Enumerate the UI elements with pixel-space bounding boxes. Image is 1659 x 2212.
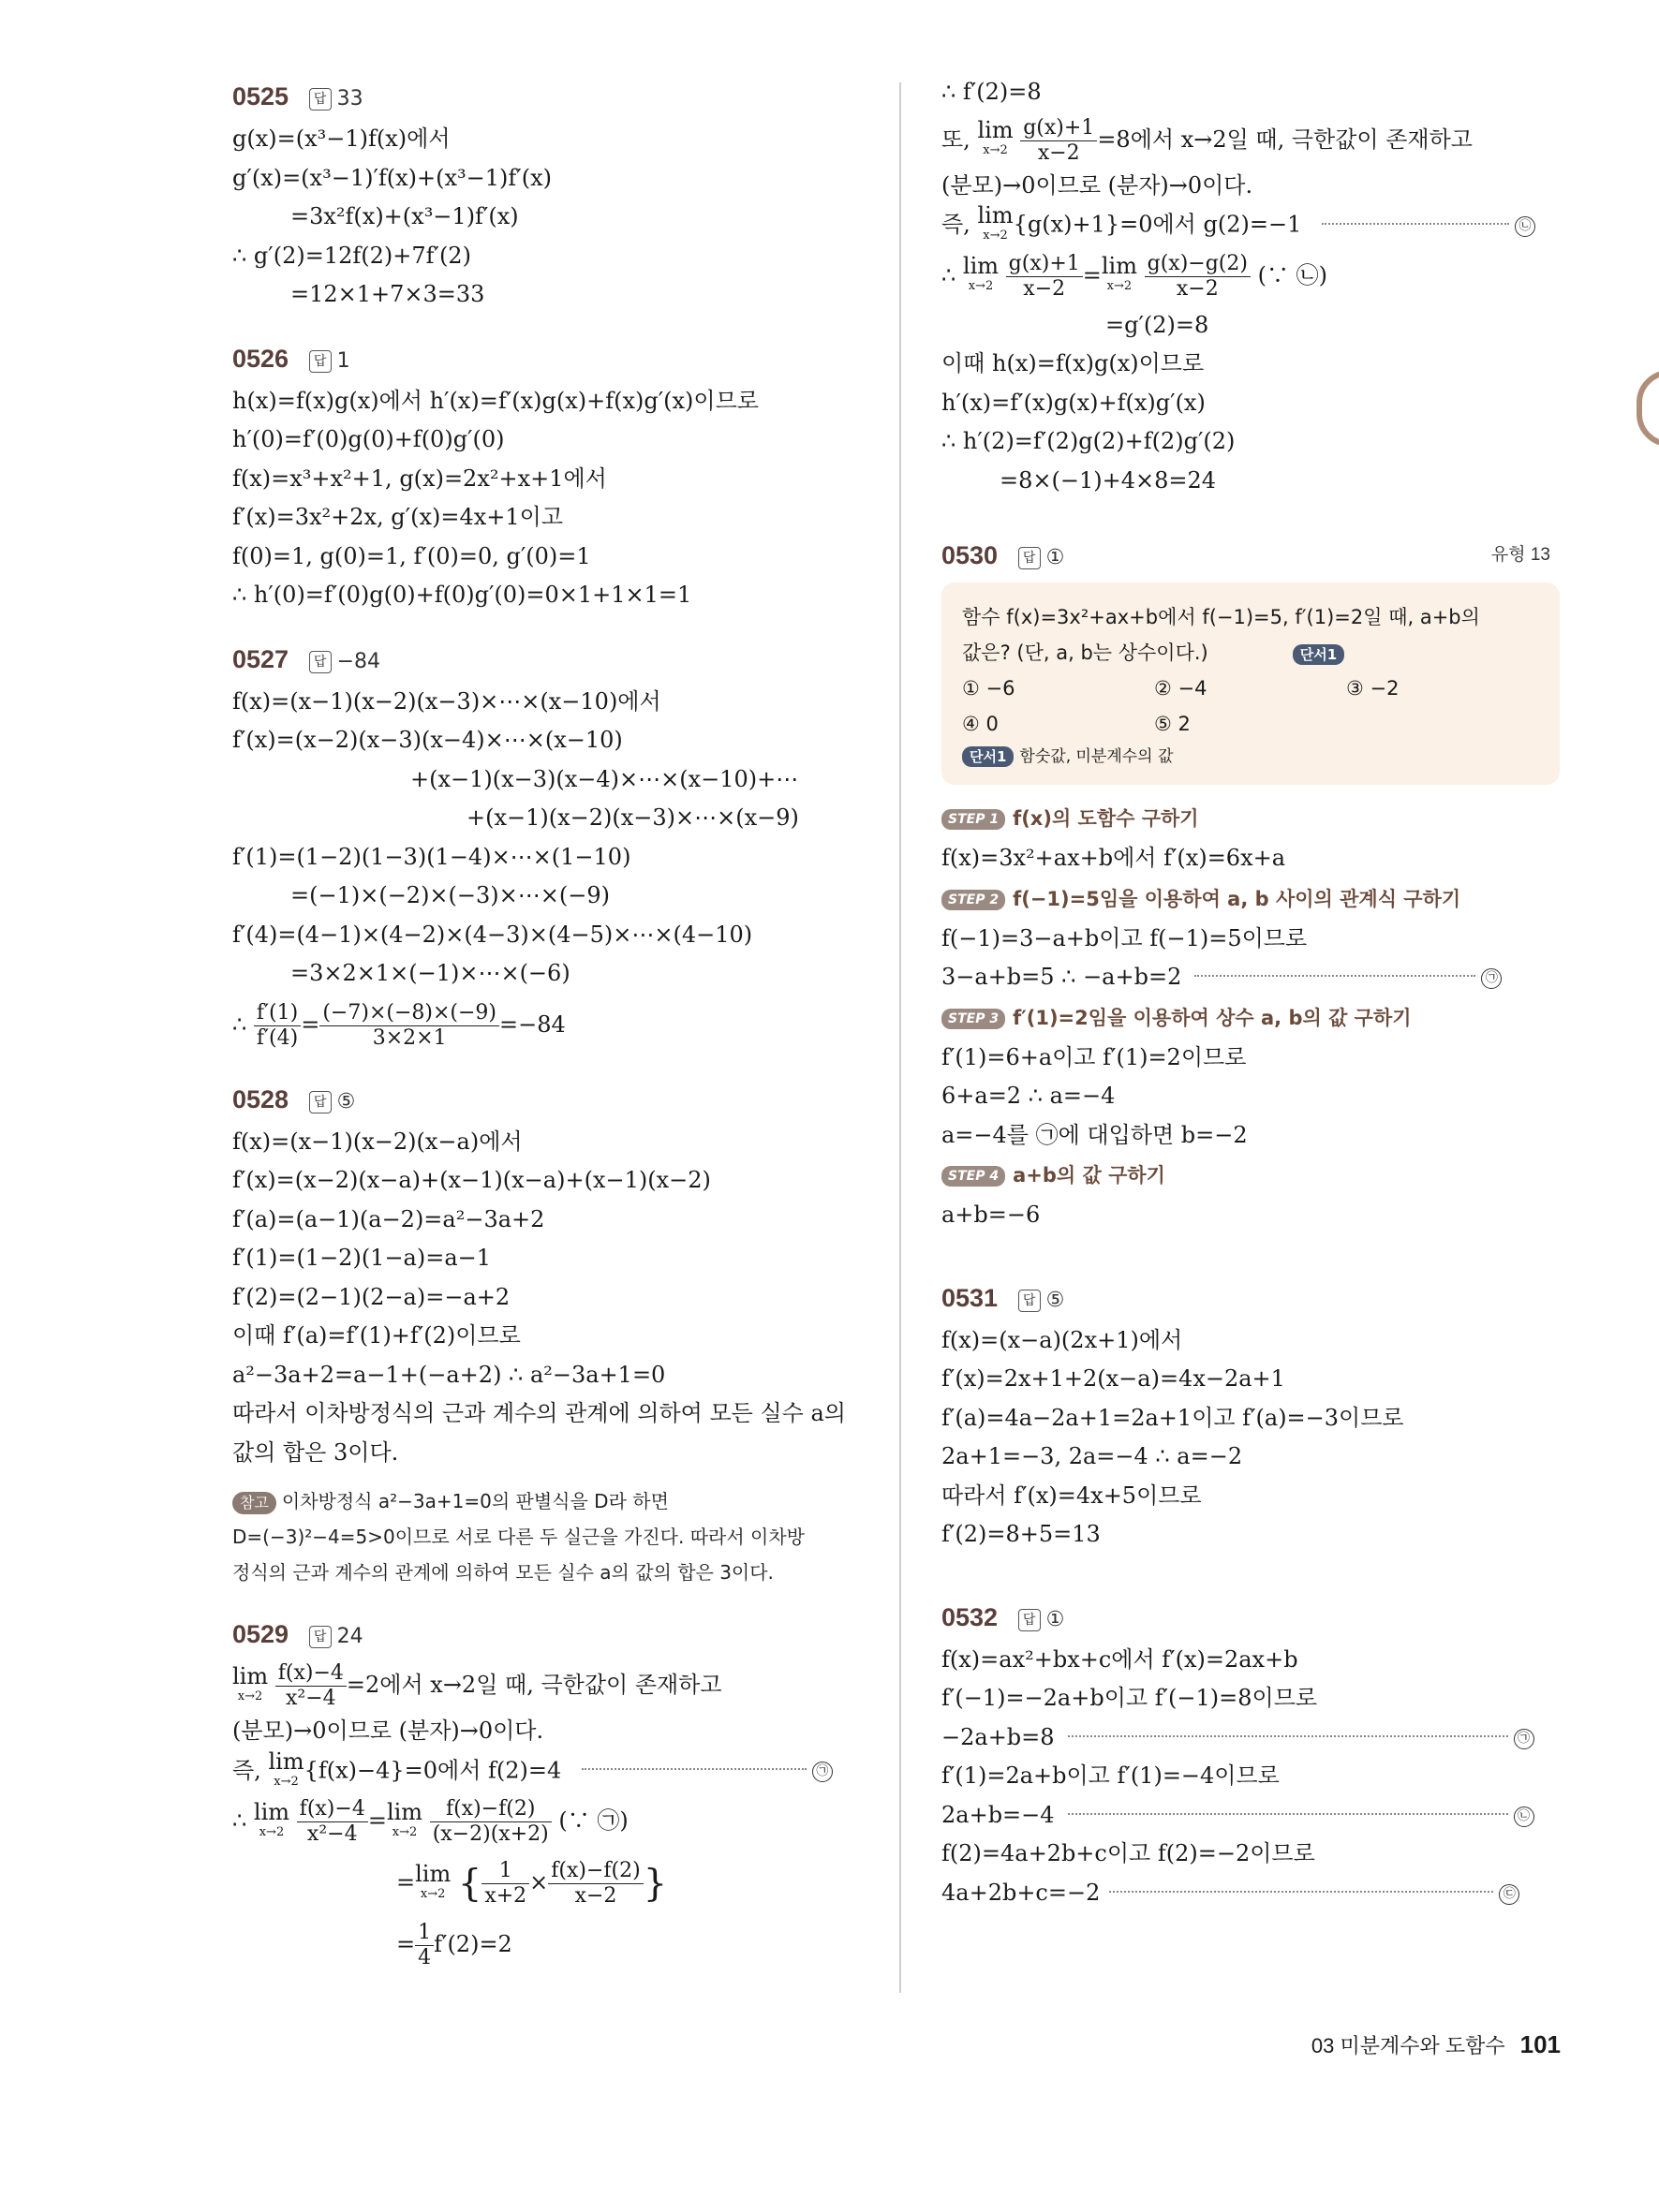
solution-line: +(x−1)(x−2)(x−3)×⋯×(x−9)	[467, 804, 799, 831]
hint-tag: 단서1	[1293, 644, 1344, 665]
limit: lim x→2	[415, 1860, 452, 1901]
page-footer	[1311, 2030, 1561, 2059]
solution-line: =g′(2)=8	[1105, 311, 1209, 338]
fraction: $\frac{f(x)-4}{\text{x²−4}}$	[297, 1797, 368, 1847]
solution-line: 이때 f′(a)=f′(1)+f′(2)이므로	[232, 1322, 521, 1349]
fraction: $\frac{f(x)-f(2)}{(x-2)(x+2)}$	[430, 1797, 552, 1847]
problem-number: 0528	[232, 1084, 289, 1113]
solution-line: f′(1)=(1−2)(1−a)=a−1	[232, 1245, 492, 1271]
limit: lim x→2	[977, 117, 1014, 157]
answer-badge: 답	[309, 1091, 332, 1113]
solution-line: f′(1)=(1−2)(1−3)(1−4)×⋯×(1−10)	[232, 843, 631, 870]
answer-value: ①	[1045, 546, 1065, 569]
marker: ㉢	[1499, 1884, 1519, 1905]
marker: ㉡	[1515, 216, 1535, 237]
solution-line: =(−1)×(−2)×(−3)×⋯×(−9)	[290, 882, 610, 908]
answer-badge: 답	[309, 1626, 332, 1648]
solution-line: +(x−1)(x−3)(x−4)×⋯×(x−10)+⋯	[410, 765, 799, 792]
solution-line: f′(x)=2x+1+2(x−a)=4x−2a+1	[941, 1365, 1285, 1392]
solution-line: f(x)=ax²+bx+c에서 f′(x)=2ax+b	[941, 1645, 1298, 1673]
solution-line: f(x)=3x²+ax+b에서 f′(x)=6x+a	[941, 845, 1286, 871]
answer-value: −84	[336, 649, 381, 673]
problem-box	[941, 582, 1560, 785]
solution-line: = $\frac{1}{4}$ f′(2)=2	[396, 1921, 512, 1969]
choices-row	[962, 706, 1539, 742]
solution-line: lim x→2 $\frac{f(x)-4}{\text{x²−4}}$ =2에서 x→2일 때, 극한값이 존재하고	[232, 1661, 722, 1710]
solution-line: f(x)=x³+x²+1, g(x)=2x²+x+1에서	[232, 465, 607, 492]
marker: ㉠	[1481, 968, 1502, 989]
solution-line: =3×2×1×(−1)×⋯×(−6)	[290, 960, 570, 986]
fraction: $\frac{(-7)\times(-8)\times(-9)}{3\times 2\times 1}$	[319, 1001, 499, 1051]
answer-badge: 답	[1018, 547, 1041, 569]
problem-0525-header	[232, 73, 860, 120]
solution-line: h′(x)=f′(x)g(x)+f(x)g′(x)	[941, 389, 1206, 416]
solution-line: f′(2)=(2−1)(2−a)=−a+2	[232, 1283, 511, 1310]
problem-number: 0531	[941, 1283, 999, 1312]
fraction: $\frac{g(x)+1}{x-2}$	[1020, 116, 1097, 166]
page-number: 101	[1519, 2030, 1561, 2058]
limit: lim x→2	[386, 1798, 423, 1839]
answer-value: 24	[336, 1625, 363, 1648]
problem-0528-header	[232, 1076, 860, 1123]
step-2: STEP 2 f(−1)=5임을 이용하여 a, b 사이의 관계식 구하기	[941, 878, 1560, 920]
ratio-line: ∴ $\frac{f'(1)}{f'(4)}$ = $\frac{(-7)\times(-8)\times(-9)}{3\times 2\times 1}$ =−84	[232, 1000, 566, 1050]
fraction: $\frac{f(x)-4}{\text{x²−4}}$	[275, 1661, 347, 1711]
solution-line: −2a+b=8 ㉠	[941, 1718, 1560, 1758]
choice: ① −6	[962, 677, 1015, 700]
problem-0529-header	[232, 1611, 860, 1658]
solution-line: h′(0)=f′(0)g(0)+f(0)g′(0)	[232, 426, 505, 452]
column-divider	[899, 82, 901, 1993]
problem-text: 값은? (단, a, b는 상수이다.) 단서1	[962, 635, 1539, 671]
solution-line: f′(x)=3x²+2x, g′(x)=4x+1이고	[232, 504, 564, 530]
problem-0532-header	[941, 1594, 1560, 1641]
problem-0526-header	[232, 335, 860, 382]
answer-value: 33	[336, 87, 363, 111]
solution-line: =8×(−1)+4×8=24	[1000, 466, 1216, 494]
solution-line: 즉, lim x→2 {g(x)+1}=0에서 g(2)=−1 ㉡	[941, 205, 1560, 244]
limit: lim x→2	[977, 202, 1014, 243]
solution-line: ∴ f′(2)=8	[941, 79, 1042, 105]
left-column	[232, 73, 860, 1975]
problem-number: 0529	[232, 1620, 289, 1648]
reference-note: 참고 이차방정식 a²−3a+1=0의 판별식을 D라 하면	[232, 1483, 860, 1519]
step-1: STEP 1 f(x)의 도함수 구하기	[941, 798, 1560, 839]
choice: ④ 0	[962, 713, 999, 735]
solution-line: 즉, lim x→2 {f(x)−4}=0에서 f(2)=4 ㉠	[232, 1751, 860, 1791]
choice: ③ −2	[1346, 677, 1400, 700]
solution-line: 또, lim x→2 $\frac{g(x)+1}{x-2}$ =8에서 x→2일 때, 극한값이 존재하고	[941, 115, 1473, 165]
fraction: $\frac{1}{x+2}$	[481, 1859, 529, 1909]
solution-line: f′(a)=(a−1)(a−2)=a²−3a+2	[232, 1205, 545, 1232]
answer-badge: 답	[309, 651, 332, 673]
solution-line: f(x)=(x−1)(x−2)(x−a)에서	[232, 1128, 523, 1155]
limit: lim x→2	[962, 253, 1000, 293]
solution-line: 3−a+b=5 ∴ −a+b=2 ㉠	[941, 958, 1560, 997]
solution-line: (분모)→0이므로 (분자)→0이다.	[232, 1718, 544, 1744]
solution-line: f′(2)=8+5=13	[941, 1521, 1101, 1547]
problem-0527-header	[232, 636, 860, 683]
answer-value: ⑤	[1045, 1288, 1065, 1312]
solution-line: 따라서 f′(x)=4x+5이므로	[941, 1482, 1202, 1509]
hint-line: 단서1 함숫값, 미분계수의 값	[962, 742, 1539, 772]
marker: ㉠	[812, 1762, 833, 1782]
limit: lim x→2	[253, 1798, 290, 1839]
solution-line: f(x)=(x−a)(2x+1)에서	[941, 1326, 1183, 1353]
fraction: $\frac{f(x)-f(2)}{x-2}$	[548, 1859, 643, 1909]
solution-line: 2a+1=−3, 2a=−4 ∴ a=−2	[941, 1443, 1243, 1469]
solution-line: ∴ h′(0)=f′(0)g(0)+f(0)g′(0)=0×1+1×1=1	[232, 582, 692, 608]
choices-row	[962, 671, 1539, 706]
problem-text: 함수 f(x)=3x²+ax+b에서 f(−1)=5, f′(1)=2일 때, a+b의	[962, 606, 1480, 628]
answer-value: ①	[1045, 1607, 1065, 1631]
solution-line: f(x)=(x−1)(x−2)(x−3)×⋯×(x−10)에서	[232, 687, 661, 715]
solution-line: 4a+2b+c=−2 ㉢	[941, 1874, 1560, 1913]
choice: ② −4	[1154, 677, 1207, 700]
solution-line: f′(x)=(x−2)(x−3)(x−4)×⋯×(x−10)	[232, 727, 623, 753]
solution-line: g(x)=(x³−1)f(x)에서	[232, 125, 451, 152]
chapter-title: 03 미분계수와 도함수	[1311, 2034, 1505, 2057]
step-3: STEP 3 f′(1)=2임을 이용하여 상수 a, b의 값 구하기	[941, 997, 1560, 1039]
marker: ㉠	[1514, 1729, 1534, 1749]
solution-line: f(0)=1, g(0)=1, f′(0)=0, g′(0)=1	[232, 542, 591, 569]
solution-line: 따라서 이차방정식의 근과 계수의 관계에 의하여 모든 실수 a의	[232, 1400, 846, 1426]
solution-line: f′(a)=4a−2a+1=2a+1이고 f′(a)=−3이므로	[941, 1404, 1404, 1431]
answer-badge: 답	[1018, 1609, 1041, 1631]
solution-line: f′(1)=2a+b이고 f′(1)=−4이므로	[941, 1762, 1280, 1789]
solution-line: ∴ lim x→2 $\frac{f(x)-4}{\text{x²−4}}$ =lim x→2 $\frac{f(x)-f(2)}{(x-2)(x+2)}$ (∵ ㉠)	[232, 1797, 629, 1846]
solution-line: f′(4)=(4−1)×(4−2)×(4−3)×(4−5)×⋯×(4−10)	[232, 921, 753, 948]
fraction: $\frac{1}{4}$	[415, 1921, 434, 1970]
answer-badge: 답	[309, 350, 332, 373]
fraction: $\frac{f'(1)}{f'(4)}$	[254, 1001, 301, 1051]
solution-line: a+b=−6	[941, 1202, 1041, 1228]
solution-line: =lim x→2 { $\frac{1}{x+2}$ × $\frac{f(x)-f(2)}{x-2}$ }	[396, 1859, 668, 1908]
solution-line: ∴ lim x→2 $\frac{g(x)+1}{x-2}$ =lim x→2 $\frac{g(x)-g(2)}{x-2}$ (∵ ㉡)	[941, 251, 1327, 301]
problem-0530-header	[941, 532, 1560, 579]
limit: lim x→2	[268, 1747, 304, 1789]
solution-line: ∴ g′(2)=12f(2)+7f′(2)	[232, 242, 471, 269]
limit: lim x→2	[232, 1662, 269, 1703]
answer-badge: 답	[1018, 1290, 1041, 1312]
solution-line: a²−3a+2=a−1+(−a+2) ∴ a²−3a+1=0	[232, 1361, 666, 1388]
solution-line: (분모)→0이므로 (분자)→0이다.	[941, 171, 1253, 199]
choice: ⑤ 2	[1154, 713, 1191, 735]
answer-badge: 답	[309, 88, 332, 111]
solution-line: g′(x)=(x³−1)′f(x)+(x³−1)f′(x)	[232, 164, 553, 191]
problem-number: 0532	[941, 1602, 999, 1631]
solution-line: 값의 합은 3이다.	[232, 1438, 399, 1466]
solution-line: f(2)=4a+2b+c이고 f(2)=−2이므로	[941, 1840, 1315, 1866]
problem-type: 유형 13	[1490, 545, 1550, 565]
answer-value: 1	[336, 348, 350, 373]
solution-line: =3x²f(x)+(x³−1)f′(x)	[290, 203, 519, 229]
solution-line: f′(1)=6+a이고 f′(1)=2이므로	[941, 1043, 1247, 1070]
solution-line: 6+a=2 ∴ a=−4	[941, 1083, 1116, 1109]
solution-line: f(−1)=3−a+b이고 f(−1)=5이므로	[941, 924, 1308, 951]
solution-line: 이때 h(x)=f(x)g(x)이므로	[941, 350, 1205, 376]
solution-line: 2a+b=−4 ㉡	[941, 1796, 1560, 1836]
solution-line: ∴ h′(2)=f′(2)g(2)+f(2)g′(2)	[941, 428, 1236, 454]
solution-line: =12×1+7×3=33	[290, 281, 485, 307]
solution-line: f′(−1)=−2a+b이고 f′(−1)=8이므로	[941, 1685, 1318, 1711]
problem-number: 0526	[232, 344, 289, 373]
marker: ㉡	[1514, 1806, 1534, 1827]
solution-line: h(x)=f(x)g(x)에서 h′(x)=f′(x)g(x)+f(x)g′(x)이므로	[232, 387, 759, 414]
problem-number: 0527	[232, 644, 289, 673]
solution-line: f′(x)=(x−2)(x−a)+(x−1)(x−a)+(x−1)(x−2)	[232, 1167, 711, 1193]
chapter-tab	[1637, 370, 1659, 447]
solution-line: a=−4를 ㉠에 대입하면 b=−2	[941, 1121, 1248, 1148]
step-4: STEP 4 a+b의 값 구하기	[941, 1155, 1560, 1196]
problem-number: 0530	[941, 541, 999, 569]
limit: lim x→2	[1101, 253, 1137, 293]
right-column	[941, 73, 1560, 1912]
answer-value: ⑤	[336, 1089, 356, 1113]
problem-number: 0525	[232, 82, 289, 111]
fraction: $\frac{g(x)+1}{x-2}$	[1006, 252, 1083, 302]
problem-0531-header	[941, 1275, 1560, 1321]
reference-note-line: 정식의 근과 계수의 관계에 의하여 모든 실수 a의 값의 합은 3이다.	[232, 1561, 774, 1584]
fraction: $\frac{g(x)-g(2)}{x-2}$	[1145, 252, 1251, 302]
reference-note-line: D=(−3)²−4=5>0이므로 서로 다른 두 실근을 가진다. 따라서 이차방	[232, 1526, 805, 1548]
note-label: 참고	[232, 1492, 276, 1514]
